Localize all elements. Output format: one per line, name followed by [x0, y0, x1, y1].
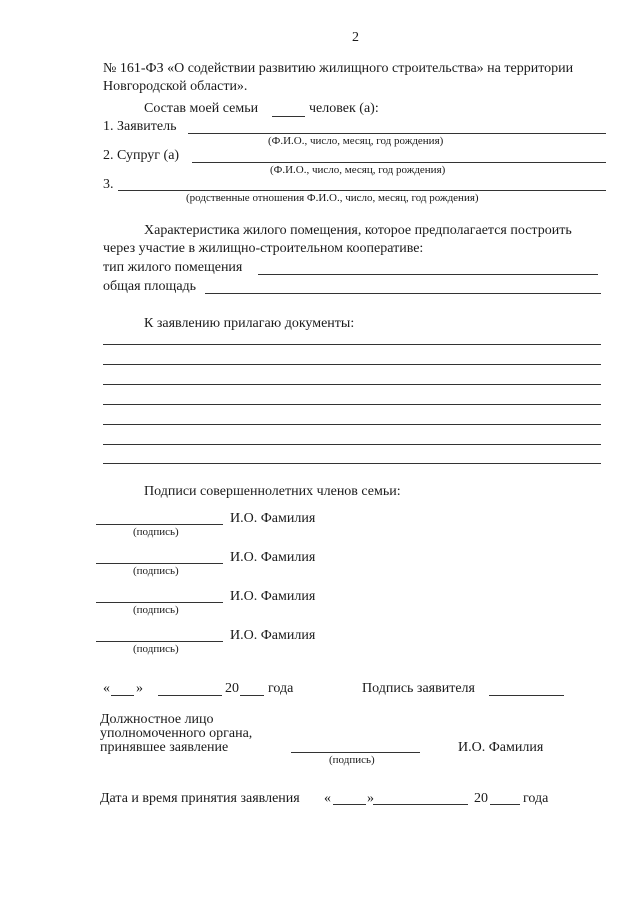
date-close-quote: »: [136, 681, 143, 696]
signature-hint: (подпись): [133, 565, 179, 577]
spouse-field[interactable]: [192, 162, 606, 163]
family-count-field[interactable]: [272, 116, 305, 117]
member3-label: 3.: [103, 177, 114, 192]
date-year-field[interactable]: [240, 695, 264, 696]
official-line-3: принявшее заявление: [100, 740, 229, 755]
documents-line[interactable]: [103, 344, 601, 345]
documents-line[interactable]: [103, 404, 601, 405]
signature-field[interactable]: [96, 641, 223, 642]
documents-line[interactable]: [103, 424, 601, 425]
applicant-signature-label: Подпись заявителя: [362, 681, 475, 696]
spouse-label: 2. Супруг (а): [103, 148, 180, 163]
signature-field[interactable]: [96, 524, 223, 525]
official-signature-field[interactable]: [291, 752, 420, 753]
housing-area-field[interactable]: [205, 293, 601, 294]
date-year-suffix: года: [268, 681, 294, 696]
family-heading-suffix: человек (а):: [309, 101, 379, 116]
documents-line[interactable]: [103, 384, 601, 385]
signature-hint: (подпись): [133, 526, 179, 538]
housing-line-1: Характеристика жилого помещения, которое предполагается построить: [144, 223, 572, 238]
date-year-prefix: 20: [225, 681, 239, 696]
intro-line-1: № 161-ФЗ «О содействии развитию жилищного строительства» на территории: [103, 61, 574, 76]
signature-name: И.О. Фамилия: [230, 589, 316, 604]
signature-name: И.О. Фамилия: [230, 628, 316, 643]
signatures-heading: Подписи совершеннолетних членов семьи:: [144, 484, 401, 499]
date-day-field[interactable]: [111, 695, 134, 696]
official-signature-hint: (подпись): [329, 754, 375, 766]
official-line-2: уполномоченного органа,: [100, 726, 253, 741]
acceptance-year-suffix: года: [523, 791, 549, 806]
housing-line-2: через участие в жилищно-строительном кооперативе:: [103, 241, 424, 256]
documents-line[interactable]: [103, 444, 601, 445]
page-number: 2: [352, 30, 359, 45]
housing-area-label: общая площадь: [103, 279, 197, 294]
official-line-1: Должностное лицо: [100, 712, 214, 727]
official-name: И.О. Фамилия: [458, 740, 544, 755]
signature-hint: (подпись): [133, 604, 179, 616]
acceptance-year-field[interactable]: [490, 804, 520, 805]
signature-name: И.О. Фамилия: [230, 550, 316, 565]
member3-field[interactable]: [118, 190, 606, 191]
member3-hint: (родственные отношения Ф.И.О., число, месяц, год рождения): [186, 192, 479, 204]
applicant-field[interactable]: [188, 133, 606, 134]
documents-line[interactable]: [103, 364, 601, 365]
signature-name: И.О. Фамилия: [230, 511, 316, 526]
spouse-hint: (Ф.И.О., число, месяц, год рождения): [270, 164, 446, 176]
housing-type-label: тип жилого помещения: [103, 260, 243, 275]
date-open-quote: «: [103, 681, 110, 696]
acceptance-open-quote: «: [324, 791, 331, 806]
acceptance-month-field[interactable]: [373, 804, 468, 805]
housing-type-field[interactable]: [258, 274, 598, 275]
documents-line[interactable]: [103, 463, 601, 464]
applicant-signature-field[interactable]: [489, 695, 564, 696]
family-heading-prefix: Состав моей семьи: [144, 101, 259, 116]
acceptance-label: Дата и время принятия заявления: [100, 791, 300, 806]
acceptance-year-prefix: 20: [474, 791, 488, 806]
date-month-field[interactable]: [158, 695, 222, 696]
signature-field[interactable]: [96, 602, 223, 603]
signature-hint: (подпись): [133, 643, 179, 655]
documents-heading: К заявлению прилагаю документы:: [144, 316, 355, 331]
acceptance-close-quote: »: [367, 791, 374, 806]
acceptance-day-field[interactable]: [333, 804, 366, 805]
applicant-label: 1. Заявитель: [103, 119, 177, 134]
signature-field[interactable]: [96, 563, 223, 564]
applicant-hint: (Ф.И.О., число, месяц, год рождения): [268, 135, 444, 147]
intro-line-2: Новгородской области».: [103, 79, 248, 94]
